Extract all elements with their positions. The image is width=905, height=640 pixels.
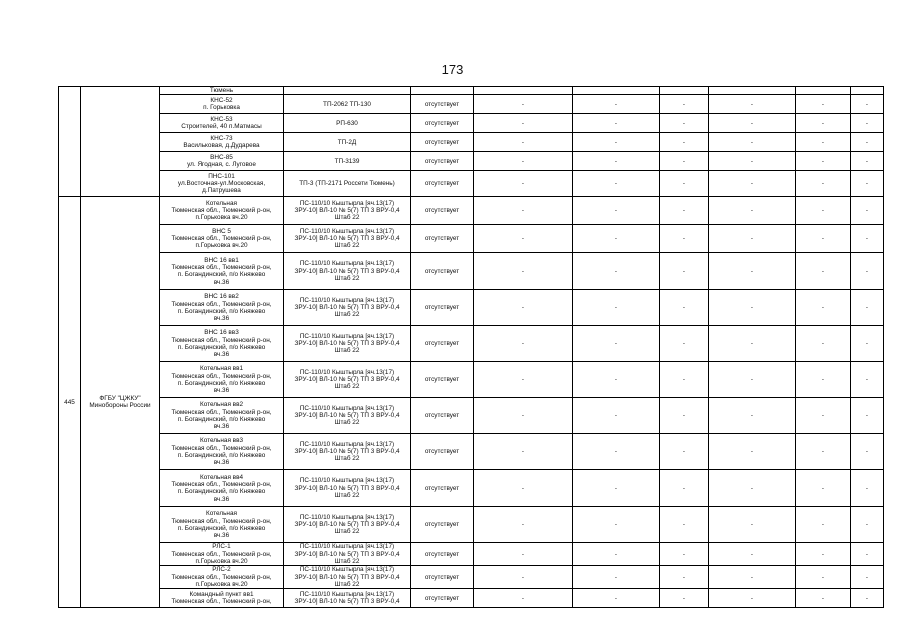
table-row (59, 253, 884, 290)
power-source-cell: ПС-110/10 Кыштырла [яч.13(17) ЗРУ-10] ВЛ-10 № 5(7) ТП 3 ВРУ-0,4 Штаб 22 (284, 253, 411, 290)
value-cell: - (709, 95, 796, 114)
value-cell: - (660, 225, 709, 253)
status-cell: отсутствует (411, 326, 474, 362)
value-cell: - (474, 225, 573, 253)
value-cell: - (660, 434, 709, 470)
object-cell: РЛС-1 Тюменская обл., Тюменский р-он, п.Горьковка вч.20 (160, 543, 284, 566)
value-cell: - (796, 290, 851, 326)
table-row (59, 470, 884, 507)
value-cell: - (796, 133, 851, 152)
value-cell: - (660, 95, 709, 114)
value-cell: - (474, 589, 573, 608)
document-table (58, 86, 884, 608)
object-cell: Котельная вв2 Тюменская обл., Тюменский р-он, п. Богандинский, п/о Княжево вч.36 (160, 398, 284, 434)
row-number-cell (59, 87, 81, 197)
status-cell: отсутствует (411, 543, 474, 566)
object-cell: РЛС-2 Тюменская обл., Тюменский р-он, п.Горьковка вч.20 (160, 566, 284, 589)
value-cell: - (709, 197, 796, 225)
value-cell (474, 87, 573, 95)
table-row (59, 197, 884, 225)
value-cell: - (474, 434, 573, 470)
value-cell: - (709, 470, 796, 507)
value-cell: - (796, 507, 851, 543)
status-cell: отсутствует (411, 566, 474, 589)
power-source-cell: ПС-110/10 Кыштырла [яч.13(17) ЗРУ-10] ВЛ-10 № 5(7) ТП 3 ВРУ-0,4 Штаб 22 (284, 197, 411, 225)
value-cell: - (474, 290, 573, 326)
value-cell: - (851, 290, 884, 326)
power-source-cell: ПС-110/10 Кыштырла [яч.13(17) ЗРУ-10] ВЛ-10 № 5(7) ТП 3 ВРУ-0,4 Штаб 22 (284, 566, 411, 589)
status-cell: отсутствует (411, 253, 474, 290)
status-cell: отсутствует (411, 470, 474, 507)
value-cell: - (573, 171, 660, 197)
value-cell: - (660, 543, 709, 566)
power-source-cell: ПС-110/10 Кыштырла [яч.13(17) ЗРУ-10] ВЛ-10 № 5(7) ТП 3 ВРУ-0,4 Штаб 22 (284, 470, 411, 507)
value-cell: - (573, 114, 660, 133)
status-cell: отсутствует (411, 197, 474, 225)
value-cell: - (660, 253, 709, 290)
table-row (59, 133, 884, 152)
value-cell: - (851, 398, 884, 434)
value-cell: - (796, 95, 851, 114)
value-cell: - (573, 434, 660, 470)
value-cell: - (796, 589, 851, 608)
value-cell: - (851, 566, 884, 589)
status-cell: отсутствует (411, 133, 474, 152)
value-cell: - (573, 543, 660, 566)
value-cell (709, 87, 796, 95)
value-cell: - (709, 434, 796, 470)
value-cell: - (851, 114, 884, 133)
power-source-cell: ПС-110/10 Кыштырла [яч.13(17) ЗРУ-10] ВЛ-10 № 5(7) ТП 3 ВРУ-0,4 Штаб 22 (284, 225, 411, 253)
value-cell: - (709, 114, 796, 133)
value-cell: - (573, 507, 660, 543)
power-source-cell: РП-630 (284, 114, 411, 133)
table-row (59, 171, 884, 197)
status-cell: отсутствует (411, 171, 474, 197)
object-cell: ВНС 16 вв2 Тюменская обл., Тюменский р-он, п. Богандинский, п/о Княжево вч.36 (160, 290, 284, 326)
value-cell: - (573, 95, 660, 114)
power-source-cell: ПС-110/10 Кыштырла [яч.13(17) ЗРУ-10] ВЛ-10 № 5(7) ТП 3 ВРУ-0,4 (284, 589, 411, 608)
value-cell: - (796, 398, 851, 434)
value-cell: - (851, 95, 884, 114)
value-cell: - (851, 507, 884, 543)
table-row (59, 95, 884, 114)
value-cell: - (573, 152, 660, 171)
value-cell: - (796, 543, 851, 566)
object-cell: КНС-52 п. Горьковка (160, 95, 284, 114)
value-cell: - (796, 197, 851, 225)
value-cell: - (709, 362, 796, 398)
value-cell: - (851, 543, 884, 566)
value-cell: - (573, 326, 660, 362)
value-cell: - (709, 152, 796, 171)
value-cell: - (474, 152, 573, 171)
table-row (59, 362, 884, 398)
object-cell: Котельная вв1 Тюменская обл., Тюменский р-он, п. Богандинский, п/о Княжево вч.36 (160, 362, 284, 398)
value-cell: - (573, 470, 660, 507)
power-source-cell: ПС-110/10 Кыштырла [яч.13(17) ЗРУ-10] ВЛ-10 № 5(7) ТП 3 ВРУ-0,4 Штаб 22 (284, 290, 411, 326)
value-cell (573, 87, 660, 95)
value-cell: - (474, 470, 573, 507)
value-cell: - (573, 362, 660, 398)
table-row (59, 434, 884, 470)
object-cell: КНС-73 Васильковая, д.Дударева (160, 133, 284, 152)
value-cell: - (709, 290, 796, 326)
status-cell: отсутствует (411, 434, 474, 470)
value-cell: - (573, 197, 660, 225)
value-cell: - (851, 225, 884, 253)
value-cell: - (660, 114, 709, 133)
value-cell: - (709, 171, 796, 197)
value-cell: - (796, 152, 851, 171)
status-cell: отсутствует (411, 362, 474, 398)
object-cell: ПНС-101 ул.Восточная-ул.Московская, д.Патрушева (160, 171, 284, 197)
table-row (59, 290, 884, 326)
power-source-cell: ПС-110/10 Кыштырла [яч.13(17) ЗРУ-10] ВЛ-10 № 5(7) ТП 3 ВРУ-0,4 Штаб 22 (284, 398, 411, 434)
value-cell: - (474, 326, 573, 362)
organization-cell (81, 87, 160, 197)
value-cell: - (660, 507, 709, 543)
power-source-cell: ТП-3139 (284, 152, 411, 171)
value-cell: - (709, 133, 796, 152)
value-cell: - (709, 507, 796, 543)
value-cell: - (851, 197, 884, 225)
power-source-cell: ПС-110/10 Кыштырла [яч.13(17) ЗРУ-10] ВЛ-10 № 5(7) ТП 3 ВРУ-0,4 Штаб 22 (284, 434, 411, 470)
value-cell: - (851, 253, 884, 290)
value-cell: - (851, 434, 884, 470)
value-cell: - (796, 566, 851, 589)
table-row (59, 589, 884, 608)
value-cell: - (573, 253, 660, 290)
value-cell: - (474, 197, 573, 225)
table-row (59, 225, 884, 253)
value-cell: - (660, 197, 709, 225)
value-cell: - (474, 253, 573, 290)
value-cell: - (796, 326, 851, 362)
value-cell: - (474, 362, 573, 398)
page-number: 173 (441, 62, 464, 77)
value-cell: - (796, 114, 851, 133)
value-cell: - (851, 133, 884, 152)
object-cell: Котельная вв4 Тюменская обл., Тюменский р-он, п. Богандинский, п/о Княжево вч.36 (160, 470, 284, 507)
value-cell: - (660, 171, 709, 197)
power-source-cell (284, 87, 411, 95)
object-cell: ВНС 16 вв1 Тюменская обл., Тюменский р-он, п. Богандинский, п/о Княжево вч.36 (160, 253, 284, 290)
value-cell: - (573, 290, 660, 326)
table-row (59, 87, 884, 95)
status-cell: отсутствует (411, 290, 474, 326)
table-row (59, 114, 884, 133)
value-cell: - (709, 589, 796, 608)
value-cell: - (474, 95, 573, 114)
value-cell: - (474, 171, 573, 197)
value-cell: - (660, 290, 709, 326)
value-cell: - (573, 225, 660, 253)
power-source-cell: ТП-2062 ТП-130 (284, 95, 411, 114)
value-cell: - (660, 326, 709, 362)
power-source-cell: ТП-3 (ТП-2171 Россети Тюмень) (284, 171, 411, 197)
table-row (59, 326, 884, 362)
value-cell: - (796, 434, 851, 470)
value-cell: - (474, 566, 573, 589)
object-cell: Котельная Тюменская обл., Тюменский р-он, п. Богандинский, п/о Княжево вч.36 (160, 507, 284, 543)
power-source-cell: ТП-2Д (284, 133, 411, 152)
value-cell: - (796, 171, 851, 197)
value-cell: - (796, 253, 851, 290)
object-cell: Командный пункт вв1 Тюменская обл., Тюменский р-он, (160, 589, 284, 608)
status-cell: отсутствует (411, 225, 474, 253)
object-cell: ВНС 16 вв3 Тюменская обл., Тюменский р-он, п. Богандинский, п/о Княжево вч.36 (160, 326, 284, 362)
value-cell: - (709, 225, 796, 253)
value-cell: - (709, 543, 796, 566)
value-cell: - (709, 326, 796, 362)
organization-cell: ФГБУ "ЦЖКУ" Минобороны России (81, 197, 160, 608)
value-cell: - (660, 362, 709, 398)
status-cell (411, 87, 474, 95)
power-source-cell: ПС-110/10 Кыштырла [яч.13(17) ЗРУ-10] ВЛ-10 № 5(7) ТП 3 ВРУ-0,4 Штаб 22 (284, 326, 411, 362)
value-cell: - (660, 398, 709, 434)
value-cell: - (474, 507, 573, 543)
value-cell: - (660, 470, 709, 507)
object-cell: ВНС 5 Тюменская обл., Тюменский р-он, п.Горьковка вч.20 (160, 225, 284, 253)
object-cell: ВНС-85 ул. Ягодная, с. Луговое (160, 152, 284, 171)
value-cell (660, 87, 709, 95)
value-cell: - (660, 589, 709, 608)
value-cell: - (796, 225, 851, 253)
row-number-cell: 445 (59, 197, 81, 608)
value-cell (851, 87, 884, 95)
value-cell: - (851, 589, 884, 608)
table-row (59, 566, 884, 589)
value-cell: - (660, 133, 709, 152)
status-cell: отсутствует (411, 398, 474, 434)
value-cell: - (573, 589, 660, 608)
value-cell: - (796, 362, 851, 398)
value-cell: - (474, 114, 573, 133)
table-row (59, 543, 884, 566)
value-cell: - (660, 566, 709, 589)
table-row (59, 398, 884, 434)
value-cell (796, 87, 851, 95)
value-cell: - (474, 133, 573, 152)
value-cell: - (660, 152, 709, 171)
value-cell: - (573, 566, 660, 589)
table-row (59, 507, 884, 543)
value-cell: - (709, 566, 796, 589)
value-cell: - (573, 398, 660, 434)
value-cell: - (573, 133, 660, 152)
status-cell: отсутствует (411, 589, 474, 608)
status-cell: отсутствует (411, 95, 474, 114)
value-cell: - (709, 253, 796, 290)
value-cell: - (851, 362, 884, 398)
value-cell: - (796, 470, 851, 507)
table-row (59, 152, 884, 171)
status-cell: отсутствует (411, 114, 474, 133)
object-cell: Котельная вв3 Тюменская обл., Тюменский р-он, п. Богандинский, п/о Княжево вч.36 (160, 434, 284, 470)
status-cell: отсутствует (411, 152, 474, 171)
object-cell: КНС-53 Строителей, 40 п.Матмасы (160, 114, 284, 133)
object-cell: Тюмень (160, 87, 284, 95)
value-cell: - (709, 398, 796, 434)
value-cell: - (851, 326, 884, 362)
value-cell: - (474, 543, 573, 566)
value-cell: - (851, 470, 884, 507)
value-cell: - (851, 171, 884, 197)
status-cell: отсутствует (411, 507, 474, 543)
power-source-cell: ПС-110/10 Кыштырла [яч.13(17) ЗРУ-10] ВЛ-10 № 5(7) ТП 3 ВРУ-0,4 Штаб 22 (284, 543, 411, 566)
power-source-cell: ПС-110/10 Кыштырла [яч.13(17) ЗРУ-10] ВЛ-10 № 5(7) ТП 3 ВРУ-0,4 Штаб 22 (284, 507, 411, 543)
object-cell: Котельная Тюменская обл., Тюменский р-он, п.Горьковка вч.20 (160, 197, 284, 225)
value-cell: - (851, 152, 884, 171)
power-source-cell: ПС-110/10 Кыштырла [яч.13(17) ЗРУ-10] ВЛ-10 № 5(7) ТП 3 ВРУ-0,4 Штаб 22 (284, 362, 411, 398)
value-cell: - (474, 398, 573, 434)
